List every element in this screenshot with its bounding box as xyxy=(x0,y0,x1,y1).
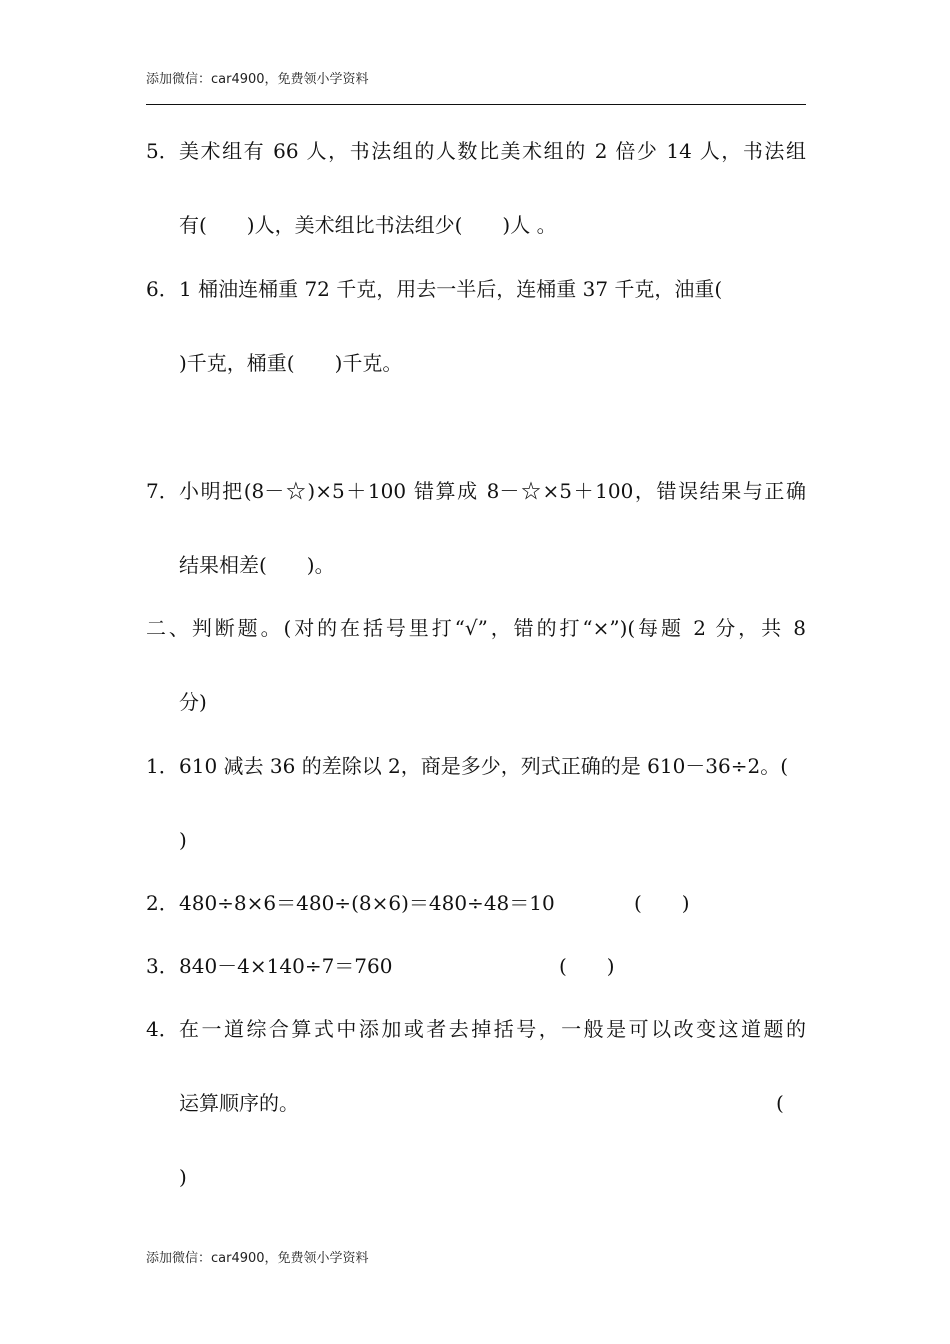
j4-line1: 在一道综合算式中添加或者去掉括号，一般是可以改变这道题的 xyxy=(179,1017,806,1041)
section2-heading-line1: 二、判断题。(对的在括号里打“√”，错的打“×”)(每题 2 分，共 8 xyxy=(146,616,806,640)
q5-line1: 美术组有 66 人，书法组的人数比美术组的 2 倍少 14 人，书法组 xyxy=(179,139,806,163)
q6-number: 6． xyxy=(146,277,179,301)
j3-number: 3． xyxy=(146,954,179,978)
section2-heading-line2: 分) xyxy=(179,690,207,714)
page-footer: 添加微信：car4900，免费领小学资料 xyxy=(146,1251,369,1266)
q7-line1: 小明把(8－☆)×5＋100 错算成 8－☆×5＋100，错误结果与正确 xyxy=(179,479,806,503)
q7-number: 7． xyxy=(146,479,179,503)
j4-line2: 运算顺序的。 xyxy=(179,1091,299,1115)
q5-line2: 有( )人，美术组比书法组少( )人 。 xyxy=(179,213,557,237)
j2-text: 480÷8×6＝480÷(8×6)＝480÷48＝10 xyxy=(179,891,555,915)
header-rule xyxy=(146,104,806,105)
j1-line1: 610 减去 36 的差除以 2，商是多少，列式正确的是 610－36÷2。( xyxy=(179,754,789,778)
j2-number: 2． xyxy=(146,891,179,915)
j4-number: 4． xyxy=(146,1017,179,1041)
j4-answer-paren-open: ( xyxy=(776,1091,784,1115)
q6-line1: 1 桶油连桶重 72 千克，用去一半后，连桶重 37 千克，油重( xyxy=(179,277,723,301)
j3-answer-paren: ( ) xyxy=(559,954,615,978)
j1-number: 1． xyxy=(146,754,179,778)
j1-line2: ) xyxy=(179,828,187,852)
q5-number: 5． xyxy=(146,139,179,163)
j4-line3: ) xyxy=(179,1165,187,1189)
q6-line2: )千克，桶重( )千克。 xyxy=(179,351,403,375)
j3-text: 840－4×140÷7＝760 xyxy=(179,954,393,978)
q7-line2: 结果相差( )。 xyxy=(179,553,335,577)
page-header: 添加微信：car4900，免费领小学资料 xyxy=(146,72,369,87)
j2-answer-paren: ( ) xyxy=(634,891,690,915)
